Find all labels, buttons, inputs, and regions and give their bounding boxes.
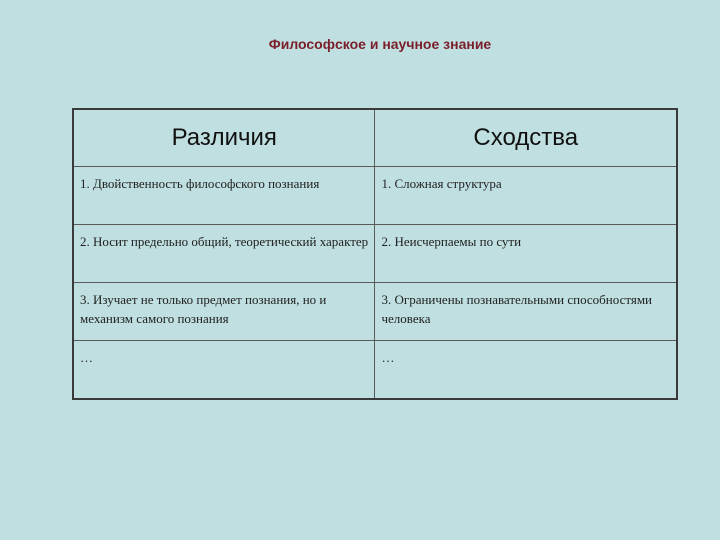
table-cell: 2. Неисчерпаемы по сути [375,225,677,283]
table-row [73,341,677,400]
table-row [73,167,677,225]
table-row [73,225,677,283]
table-cell: 1. Двойственность философского познания [73,167,375,225]
table-cell: 3. Изучает не только предмет познания, но и механизм самого познания [73,283,375,341]
header-similarities: Сходства [375,109,677,167]
table-cell: 2. Носит предельно общий, теоретический характер [73,225,375,283]
slide-title: Философское и научное знание [268,36,492,52]
table-cell: 1. Сложная структура [375,167,677,225]
table-cell: … [73,341,375,400]
comparison-table [72,108,678,400]
table-row [73,283,677,341]
table-cell: … [375,341,677,400]
table-cell: 3. Ограничены познавательными способностями человека [375,283,677,341]
table-header-row [73,109,677,167]
header-differences: Различия [73,109,375,167]
